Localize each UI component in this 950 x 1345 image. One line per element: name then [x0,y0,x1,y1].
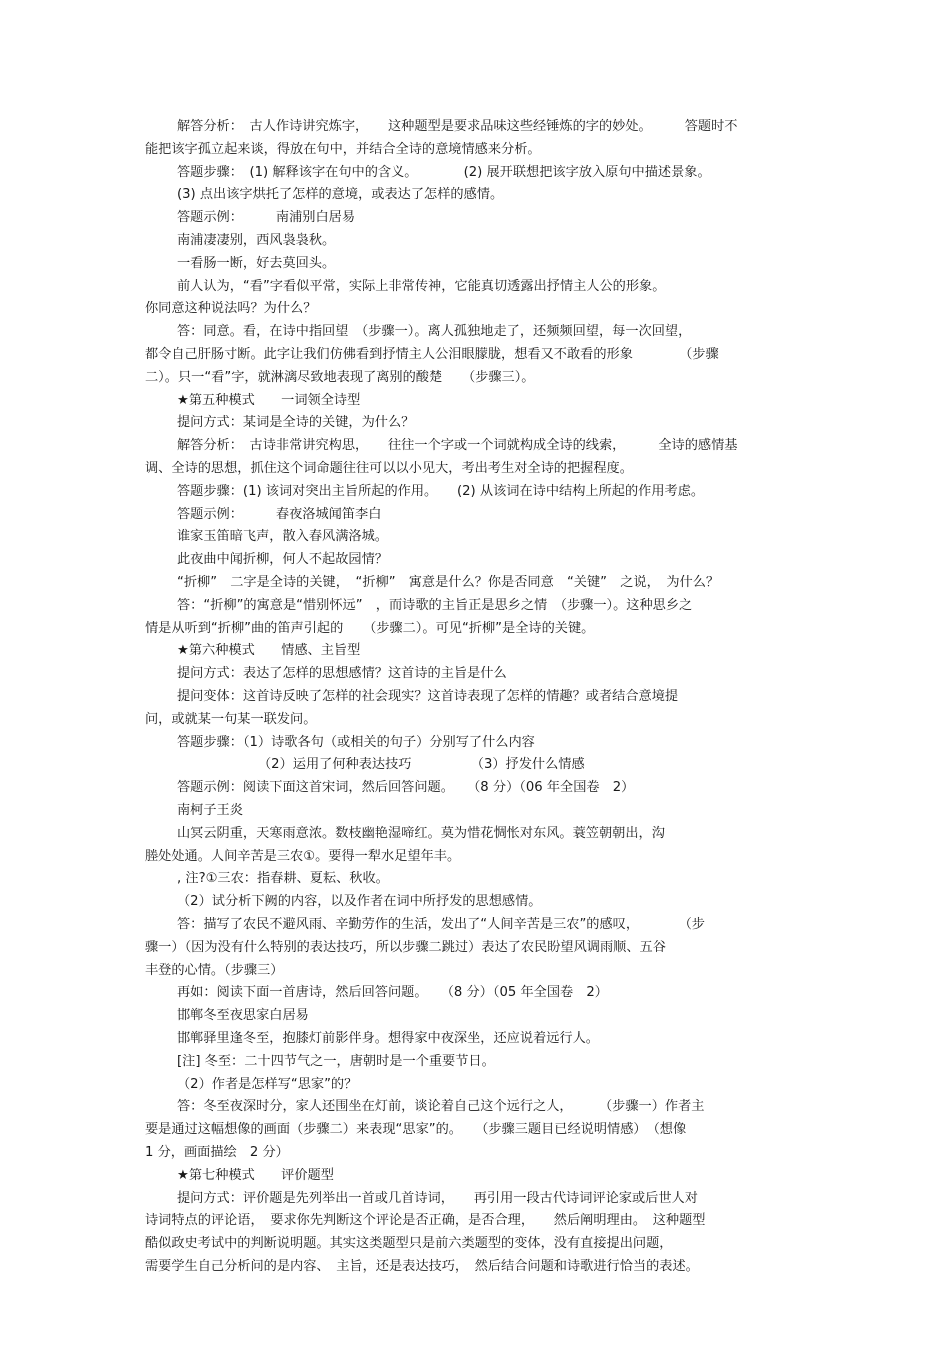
text-line: “折柳” 二字是全诗的关键， “折柳” 寓意是什么？你是否同意 “关键” 之说， 为什么？ [177,575,720,590]
text-line: 答：描写了农民不避风雨、辛勤劳作的生活，发出了“人间辛苦是三农”的感叹， （步 [177,917,705,932]
text-line: 你同意这种说法吗？为什么？ [145,301,317,317]
text-line: 都令自己肝肠寸断。此字让我们仿佛看到抒情主人公泪眼朦胧，想看又不敢看的形象 （步骤 [145,347,719,362]
text-line: 解答分析： 古人作诗讲究炼字， 这种题型是要求品味这些经锤炼的字的妙处。 答题时不 [177,119,738,134]
text-line: 答题步骤：(1) 该词对突出主旨所起的作用。 (2) 从该词在诗中结构上所起的作用考虑。 [177,483,705,499]
text-line: （2）作者是怎样写“思家”的？ [177,1076,358,1092]
text-line: 提问方式：某词是全诗的关键，为什么？ [177,415,415,431]
text-line: 一看肠一断，好去莫回头。 [177,255,336,271]
text-line: 需要学生自己分析问的是内容、 主旨，还是表达技巧， 然后结合问题和诗歌进行恰当的表述。 [145,1259,699,1274]
text-line: 要是通过这幅想像的画面（步骤二）来表现“思家”的。 （步骤三题目已经说明情感） （想像 [145,1122,687,1138]
text-line: 解答分析： 古诗非常讲究构思， 往往一个字或一个词就构成全诗的线索， 全诗的感情基 [177,438,738,454]
text-line: （2）运用了何种表达技巧 （3）抒发什么情感 [258,757,585,773]
text-line: 南柯子王炎 [177,803,243,818]
text-line: 前人认为，“看”字看似平常，实际上非常传神，它能真切透露出抒情主人公的形象。 [177,278,666,294]
text-line: 南浦凄凄别，西风袅袅秋。 [177,233,336,248]
text-line: 答题示例：阅读下面这首宋词，然后回答问题。 （8 分）（06 年全国卷 2） [177,780,635,796]
text-line: 调、全诗的思想，抓住这个词命题往往可以以小见大，考出考生对全诗的把握程度。 [145,461,633,476]
text-line: 骤一）（因为没有什么特别的表达技巧，所以步骤二跳过）表达了农民盼望风调雨顺、五谷 [145,939,666,955]
text-line: 提问方式：表达了怎样的思想感情？这首诗的主旨是什么 [177,666,507,682]
text-line: 此夜曲中闻折柳，何人不起故园情？ [177,552,388,568]
text-line: 丰登的心情。（步骤三） [145,962,284,978]
text-line: 山冥云阴重，天寒雨意浓。数枝幽艳湿啼红。莫为惜花惆怅对东风。蓑笠朝朝出，沟 [177,825,665,841]
text-line: 邯郸冬至夜思家白居易 [177,1008,309,1024]
text-line: ★第六种模式 情感、主旨型 [177,643,361,659]
text-line: 答题示例： 南浦别白居易 [177,210,356,226]
text-line: 情是从听到“折柳”曲的笛声引起的 （步骤二）。可见“折柳”是全诗的关键。 [145,620,595,636]
text-line: (3) 点出该字烘托了怎样的意境，或表达了怎样的感情。 [177,187,504,203]
text-line: , 注?①三农：指春耕、夏耘、秋收。 [177,871,389,887]
text-line: 答题步骤： (1) 解释该字在句中的含义。 (2) 展开联想把该字放入原句中描述景象。 [177,164,711,180]
text-line: 提问变体：这首诗反映了怎样的社会现实？这首诗表现了怎样的情趣？或者结合意境提 [177,689,679,704]
text-line: 1 分，画面描绘 2 分） [145,1145,289,1160]
text-line: [注] 冬至：二十四节气之一，唐朝时是一个重要节日。 [177,1053,495,1069]
text-line: 能把该字孤立起来谈，得放在句中，并结合全诗的意境情感来分析。 [145,141,541,157]
text-line: 提问方式：评价题是先列举出一首或几首诗词， 再引用一段古代诗词评论家或后世人对 [177,1190,698,1206]
text-line: 谁家玉笛暗飞声，散入春风满洛城。 [177,529,388,545]
text-line: （2）试分析下阙的内容，以及作者在词中所抒发的思想感情。 [177,894,542,910]
text-line: 诗词特点的评论语， 要求你先判断这个评论是否正确，是否合理， 然后阐明理由。 这种题型 [145,1213,706,1229]
text-line: 答：冬至夜深时分，家人还围坐在灯前，谈论着自己这个远行之人， （步骤一）作者主 [177,1099,705,1115]
text-line: ★第七种模式 评价题型 [177,1167,334,1183]
text-line: 邯郸驿里逢冬至，抱膝灯前影伴身。想得家中夜深坐，还应说着远行人。 [177,1031,599,1046]
text-line: 再如：阅读下面一首唐诗，然后回答问题。 （8 分）（05 年全国卷 2） [177,985,608,1001]
text-line: 酷似政史考试中的判断说明题。其实这类题型只是前六类题型的变体，没有直接提出问题， [145,1236,673,1252]
text-line: 二）。只一“看”字，就淋漓尽致地表现了离别的酸楚 （步骤三）。 [145,369,535,385]
text-line: 问，或就某一句某一联发问。 [145,711,317,727]
text-line: 答：“折柳”的寓意是“惜别怀远” ，而诗歌的主旨正是思乡之情 （步骤一）。这种思乡之 [177,597,693,613]
text-line: ★第五种模式 一词领全诗型 [177,392,361,408]
text-line: 答题步骤：（1）诗歌各句（或相关的句子）分别写了什么内容 [177,734,535,750]
text-line: 塍处处通。人间辛苦是三农①。要得一犁水足望年丰。 [145,848,461,864]
text-line: 答题示例： 春夜洛城闻笛李白 [177,506,382,522]
text-line: 答：同意。看，在诗中指回望 （步骤一）。离人孤独地走了，还频频回望，每一次回望， [177,324,692,340]
